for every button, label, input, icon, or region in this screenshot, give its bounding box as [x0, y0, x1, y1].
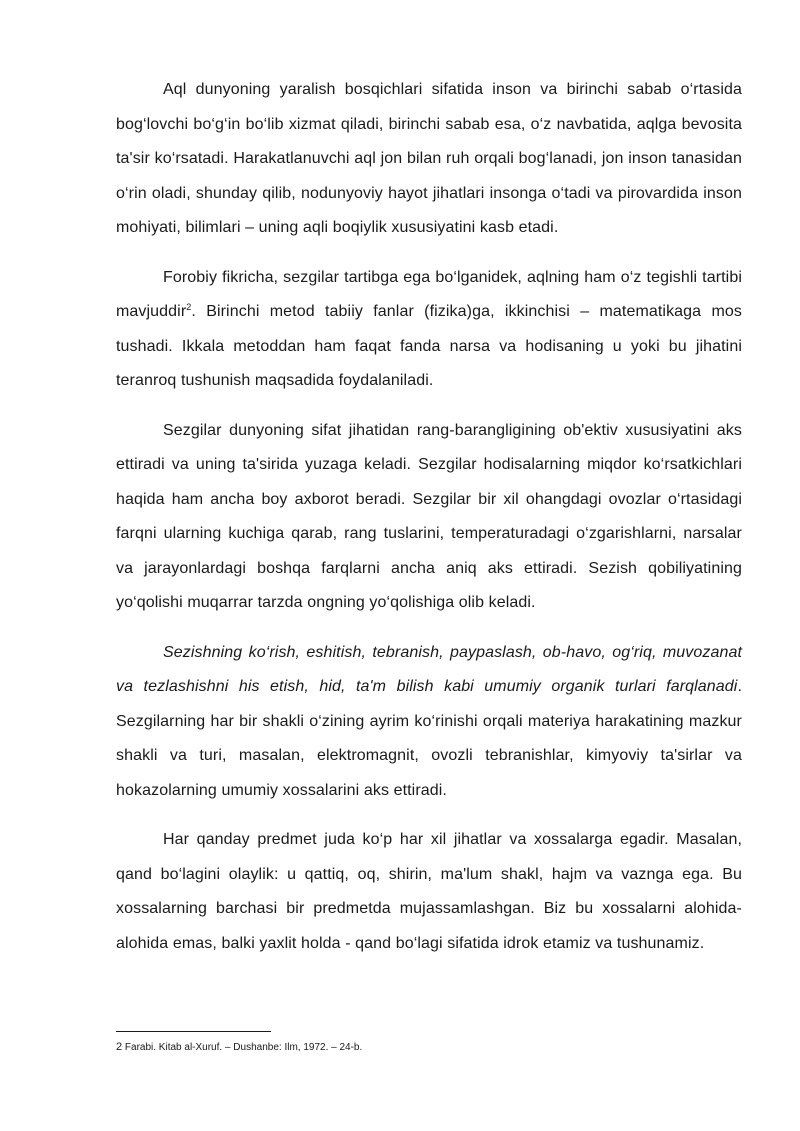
paragraph-4 — [116, 636, 742, 809]
paragraph-4-text: . Sezgilarning har bir shakli o‘zining ayrim ko‘rinishi orqali materiya harakatining mazkur shakli va turi, masalan, elektromagnit, ovozli tebranishlar, kimyoviy ta'sirlar va hokazolarning umumiy xossalarini aks ettiradi. — [116, 678, 742, 799]
footnote-text: Farabi. Kitab al-Xuruf. – Dushanbe: Ilm, 1972. – 24-b. — [124, 1042, 363, 1053]
footnote — [116, 1040, 742, 1055]
paragraph-3-text: Sezgilar dunyoning sifat jihatidan rang-barangligining ob'ektiv xususiyatini aks ettiradi va uning ta'sirida yuzaga keladi. Sezgilar hodisalarning miqdor ko‘rsatkichlari haqida ham ancha boy axborot beradi. Sezgilar bir xil ohangdagi ovozlar o‘rtasidagi farqni ularning kuchiga qarab, rang tuslarini, temperaturadagi o‘zgarishlarni, narsalar va jarayonlardagi boshqa farqlarni ancha aniq aks ettiradi. Sezish qobiliyatining yo‘qolishi muqarrar tarzda ongning yo‘qolishiga olib keladi. — [116, 421, 742, 611]
paragraph-2-text-a: Forobiy fikricha, sezgilar tartibga ega bo‘lganidek, aqlning ham o‘z tegishli tartibi mavjuddir — [116, 268, 742, 320]
paragraph-1-text: Aql dunyoning yaralish bosqichlari sifatida inson va birinchi sabab o‘rtasida bog‘lovchi bo‘g‘in bo‘lib xizmat qiladi, birinchi sabab esa, o‘z navbatida, aqlga bevosita ta'sir ko‘rsatadi. Harakatlanuvchi aql jon bilan ruh orqali bog‘lanadi, jon inson tanasidan o‘rin oladi, shunday qilib, nodunyoviy hayot jihatlari insonga o‘tadi va pirovardida inson mohiyati, bilimlari – uning aqli boqiylik xususiyatini kasb etadi. — [116, 81, 742, 236]
paragraph-4-italic-text: Sezishning ko‘rish, eshitish, tebranish, paypaslash, ob-havo, og‘riq, muvozanat va tezlashishni his etish, hid, ta'm bilish kabi umumiy organik turlari farqlanadi — [116, 643, 742, 695]
footnote-reference[interactable]: 2 — [186, 302, 192, 312]
paragraph-3 — [116, 414, 742, 621]
paragraph-2-text-b: . Birinchi metod tabiiy fanlar (fizika)ga, ikkinchisi – matematikaga mos tushadi. Ikkala metoddan ham faqat fanda narsa va hodisaning u yoki bu jihatini teranroq tushunish maqsadida foydalaniladi. — [116, 303, 742, 389]
paragraph-2 — [116, 261, 742, 399]
paragraph-1 — [116, 73, 742, 246]
paragraph-5-text: Har qanday predmet juda ko‘p har xil jihatlar va xossalarga egadir. Masalan, qand bo‘lagini olaylik: u qattiq, oq, shirin, ma'lum shakl, hajm va vaznga ega. Bu xossalarning barchasi bir predmetda mujassamlashgan. Biz bu xossalarni alohida-alohida emas, balki yaxlit holda - qand bo‘lagi sifatida idrok etamiz va tushunamiz. — [116, 831, 742, 952]
footnote-divider — [116, 1031, 271, 1032]
body-text — [116, 73, 742, 976]
footnote-number: 2 — [116, 1041, 123, 1053]
paragraph-5 — [116, 823, 742, 961]
